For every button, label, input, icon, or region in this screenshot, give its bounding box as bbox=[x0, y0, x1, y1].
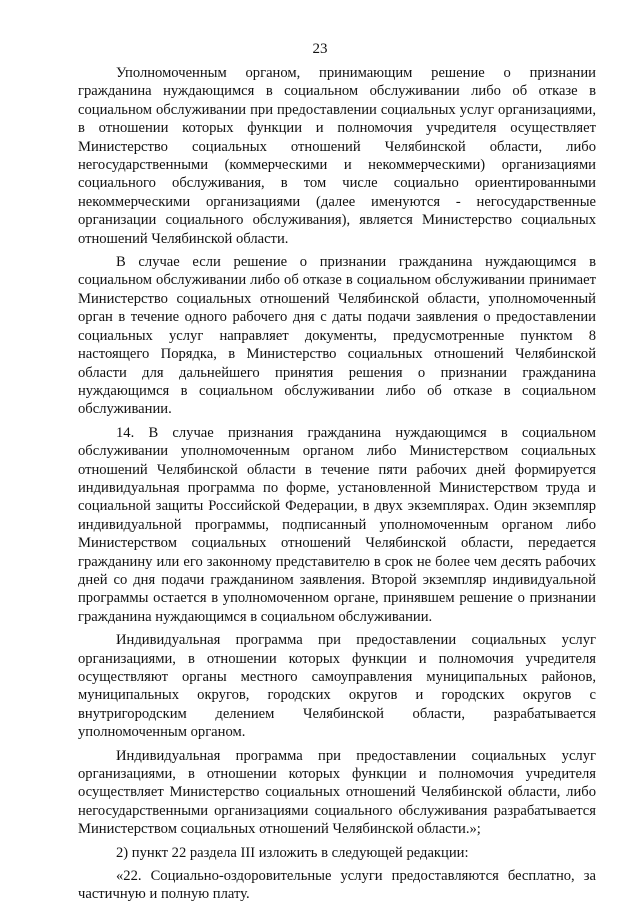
paragraph-ministry-program: Индивидуальная программа при предоставлении социальных услуг организациями, в отношении которых функции и полномочия учредителя осуществляет Министерство социальных отношений Челябинской области, либо негосударственными организациями социального обслуживания разрабатывается Министерством социальных отношений Челябинской области.»; bbox=[78, 747, 596, 838]
paragraph-amendment-item-2: 2) пункт 22 раздела III изложить в следующей редакции: bbox=[116, 844, 469, 861]
document-body bbox=[78, 64, 596, 904]
paragraph-item-14: 14. В случае признания гражданина нуждающимся в социальном обслуживании уполномоченным органом либо Министерством социальных отношений Челябинской области в течение пяти рабочих дней формируется индивидуальная программа по форме, установленной Министерством труда и социальной защиты Российской Федерации, в двух экземплярах. Один экземпляр индивидуальной программы, подписанный уполномоченным органом либо Министерством социальных отношений Челябинской области, передается гражданину или его законному представителю в срок не более чем десять рабочих дней со дня подачи гражданином заявления. Второй экземпляр индивидуальной программы остается в уполномоченном органе, принявшем решение о признании гражданина нуждающимся в социальном обслуживании. bbox=[78, 424, 596, 625]
paragraph-municipal-program: Индивидуальная программа при предоставлении социальных услуг организациями, в отношении которых функции и полномочия учредителя осуществляют органы местного самоуправления муниципальных районов, муниципальных округов, городских округов и городских округов с внутригородским делением Челябинской области, разрабатывается уполномоченным органом. bbox=[78, 632, 596, 741]
paragraph-item-22: «22. Социально-оздоровительные услуги предоставляются бесплатно, за частичную и полную плату. bbox=[78, 868, 596, 903]
paragraph-authorized-body: Уполномоченным органом, принимающим решение о признании гражданина нуждающимся в социальном обслуживании либо об отказе в социальном обслуживании при предоставлении социальных услуг организациями, в отношении которых функции и полномочия учредителя осуществляет Министерство социальных отношений Челябинской области, либо негосударственными (коммерческими и некоммерческими) организациями социального обслуживания, в том числе социально ориентированными некоммерческими организациями (далее именуются - негосударственные организации социального обслуживания), является Министерство социальных отношений Челябинской области. bbox=[78, 65, 596, 247]
page-number: 23 bbox=[312, 41, 328, 57]
paragraph-ministry-decision: В случае если решение о признании гражданина нуждающимся в социальном обслуживании либо об отказе в социальном обслуживании принимает Министерство социальных отношений Челябинской области, уполномоченный орган в течение одного рабочего дня с даты подачи заявления о предоставлении социальных услуг направляет документы, предусмотренные пунктом 8 настоящего Порядка, в Министерство социальных отношений Челябинской области для дальнейшего принятия решения о признании гражданина нуждающимся в социальном обслуживании либо об отказе в социальном обслуживании. bbox=[78, 254, 596, 418]
